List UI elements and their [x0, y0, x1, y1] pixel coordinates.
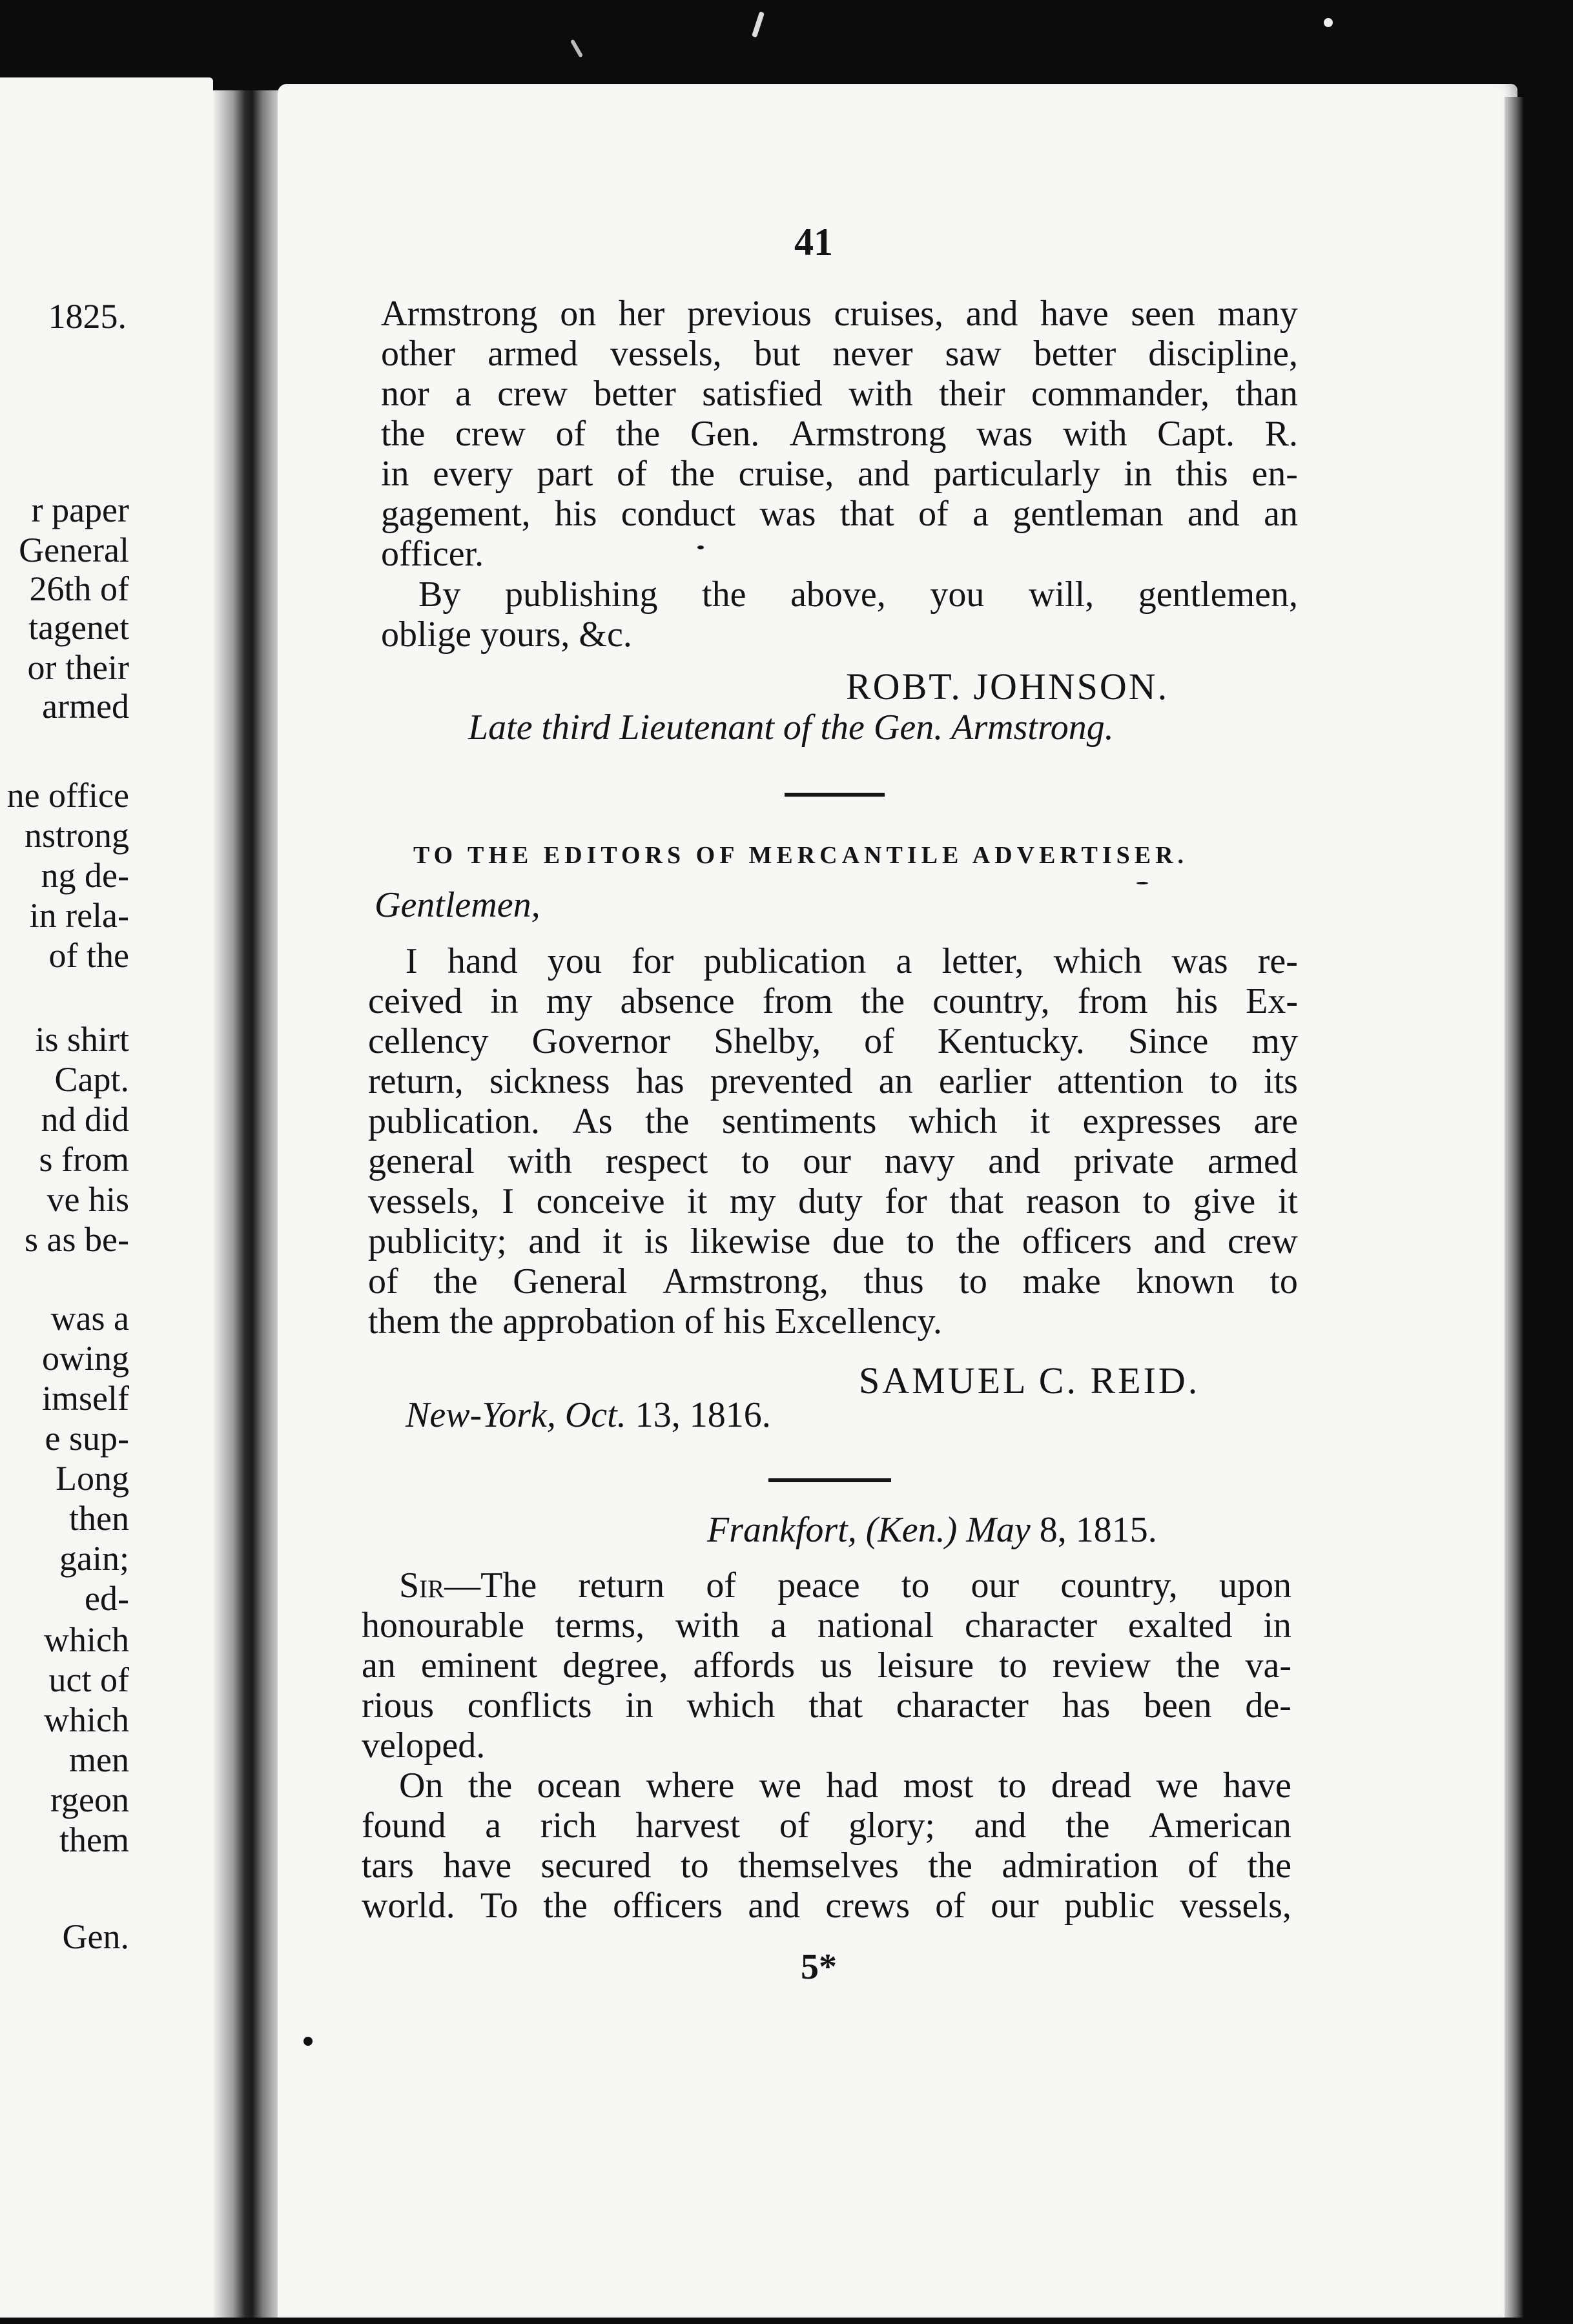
- left-page-line: or their: [27, 648, 129, 687]
- letter-one-closing-line: oblige yours, &c.: [381, 615, 632, 655]
- dust-speck: [1324, 18, 1333, 27]
- left-page-line: men: [69, 1740, 129, 1779]
- left-page-line: in rela-: [29, 896, 129, 935]
- left-page-line: General: [19, 531, 129, 569]
- letter-three-line: On the ocean where we had most to dread we have: [399, 1766, 1291, 1806]
- dateline-day-year: 13, 1816.: [635, 1395, 771, 1435]
- letter-three-line: honourable terms, with a national character exalted in: [362, 1605, 1291, 1646]
- signature-reid: SAMUEL C. REID.: [859, 1360, 1200, 1402]
- left-page-year: 1825.: [48, 297, 127, 336]
- left-page-line: ve his: [46, 1180, 129, 1219]
- letter-two-line: publication. As the sentiments which it expresses are: [368, 1101, 1298, 1141]
- left-page-line: s from: [39, 1140, 129, 1179]
- left-page-line: ed-: [85, 1579, 129, 1618]
- left-page-line: armed: [42, 687, 129, 726]
- left-facing-page: [0, 77, 213, 2318]
- dateline-day-year: 8, 1815.: [1039, 1510, 1157, 1550]
- signature-johnson: ROBT. JOHNSON.: [846, 666, 1169, 708]
- dateline-month: Oct.: [564, 1395, 626, 1435]
- left-page-line: imself: [42, 1379, 129, 1418]
- book-gutter: [213, 90, 284, 2318]
- signature-title: Late third Lieutenant of the Gen. Armstrong.: [468, 708, 1114, 748]
- left-page-line: of the: [48, 936, 129, 975]
- letter-three-line: found a rich harvest of glory; and the American: [362, 1806, 1291, 1846]
- letter-two-line: vessels, I conceive it my duty for that reason to give it: [368, 1181, 1298, 1221]
- salutation-word: Sir: [399, 1565, 445, 1605]
- letter-one-closing-line: By publishing the above, you will, gentlemen,: [418, 575, 1298, 615]
- left-page-line: uct of: [48, 1660, 129, 1699]
- dateline-state: (Ken.): [865, 1510, 958, 1550]
- left-page-line: s as be-: [25, 1220, 129, 1259]
- letter-one-line: nor a crew better satisfied with their commander, than: [381, 374, 1298, 414]
- left-page-line: gain;: [59, 1539, 129, 1578]
- letter-two-line: I hand you for publication a letter, which was re-: [406, 941, 1298, 981]
- left-page-line: which: [44, 1700, 129, 1739]
- left-page-line: e sup-: [45, 1419, 129, 1458]
- left-page-line: r paper: [31, 491, 129, 529]
- left-page-line: nstrong: [25, 816, 129, 855]
- letter-three-line: veloped.: [362, 1726, 486, 1766]
- left-page-line: 26th of: [29, 569, 129, 608]
- dust-speck: [752, 12, 765, 38]
- letter-one-line: gagement, his conduct was that of a gentleman and an: [381, 494, 1298, 534]
- page-number: 41: [794, 221, 833, 263]
- letter-two-line: them the approbation of his Excellency.: [368, 1301, 942, 1341]
- letter-two-line: return, sickness has prevented an earlier attention to its: [368, 1061, 1298, 1101]
- left-page-line: Long: [56, 1459, 129, 1498]
- letter-one-closing: [381, 575, 1298, 655]
- left-page-line: was a: [50, 1299, 129, 1338]
- letter-two-line: publicity; and it is likewise due to the officers and crew: [368, 1221, 1298, 1261]
- left-page-line: Capt.: [54, 1060, 129, 1099]
- left-page-line: which: [44, 1620, 129, 1659]
- dateline-frankfort: [707, 1509, 1157, 1551]
- letter-salutation: Gentlemen,: [375, 885, 540, 925]
- left-page-line: then: [69, 1499, 129, 1538]
- letter-three-paragraph-two: [362, 1766, 1291, 1926]
- signature-mark: 5*: [801, 1947, 837, 1987]
- left-page-line: ne office: [6, 776, 129, 815]
- letter-two-line: cellency Governor Shelby, of Kentucky. Since my: [368, 1021, 1298, 1061]
- letter-three-line: an eminent degree, affords us leisure to review the va-: [362, 1646, 1291, 1686]
- dateline-month: May: [966, 1510, 1031, 1550]
- left-page-line: ng de-: [41, 856, 129, 895]
- letter-one-line: other armed vessels, but never saw better discipline,: [381, 334, 1298, 374]
- left-page-line: rgeon: [50, 1780, 129, 1819]
- page-edge: [1505, 97, 1524, 2318]
- left-page-line: owing: [42, 1339, 129, 1378]
- dust-speck: [1136, 882, 1148, 884]
- letter-two-line: ceived in my absence from the country, from his Ex-: [368, 981, 1298, 1021]
- section-divider-2: [768, 1478, 891, 1482]
- dateline-place: New-York,: [406, 1395, 556, 1435]
- letter-one-line: officer.: [381, 534, 484, 574]
- left-page-line: Gen.: [62, 1917, 129, 1956]
- letter-three-line: rious conflicts in which that character has been de-: [362, 1686, 1291, 1726]
- dateline-place: Frankfort,: [707, 1510, 857, 1550]
- section-divider: [785, 793, 885, 797]
- dust-speck: [697, 545, 704, 549]
- letter-two-line: of the General Armstrong, thus to make known to: [368, 1261, 1298, 1301]
- letter-one-line: Armstrong on her previous cruises, and have seen many: [381, 294, 1298, 334]
- left-page-line: nd did: [41, 1100, 129, 1139]
- left-page-line: is shirt: [35, 1020, 129, 1059]
- letter-one-line: in every part of the cruise, and particularly in this en-: [381, 454, 1298, 494]
- letter-two-line: general with respect to our navy and private armed: [368, 1141, 1298, 1181]
- letter-two-body: [368, 941, 1298, 1341]
- dateline-new-york: [406, 1394, 771, 1436]
- letter-heading: TO THE EDITORS OF MERCANTILE ADVERTISER.: [413, 842, 1189, 869]
- letter-one-body: [381, 294, 1298, 574]
- dust-speck: [303, 2037, 313, 2046]
- letter-one-line: the crew of the Gen. Armstrong was with Capt. R.: [381, 414, 1298, 454]
- dust-speck: [570, 39, 583, 58]
- letter-three-paragraph-one: [362, 1565, 1291, 1766]
- left-page-line: tagenet: [28, 608, 129, 647]
- letter-three-line: world. To the officers and crews of our public vessels,: [362, 1886, 1291, 1926]
- letter-three-line: Sir—The return of peace to our country, upon: [399, 1565, 1291, 1605]
- left-page-line: them: [59, 1820, 129, 1859]
- letter-three-line: tars have secured to themselves the admiration of the: [362, 1846, 1291, 1886]
